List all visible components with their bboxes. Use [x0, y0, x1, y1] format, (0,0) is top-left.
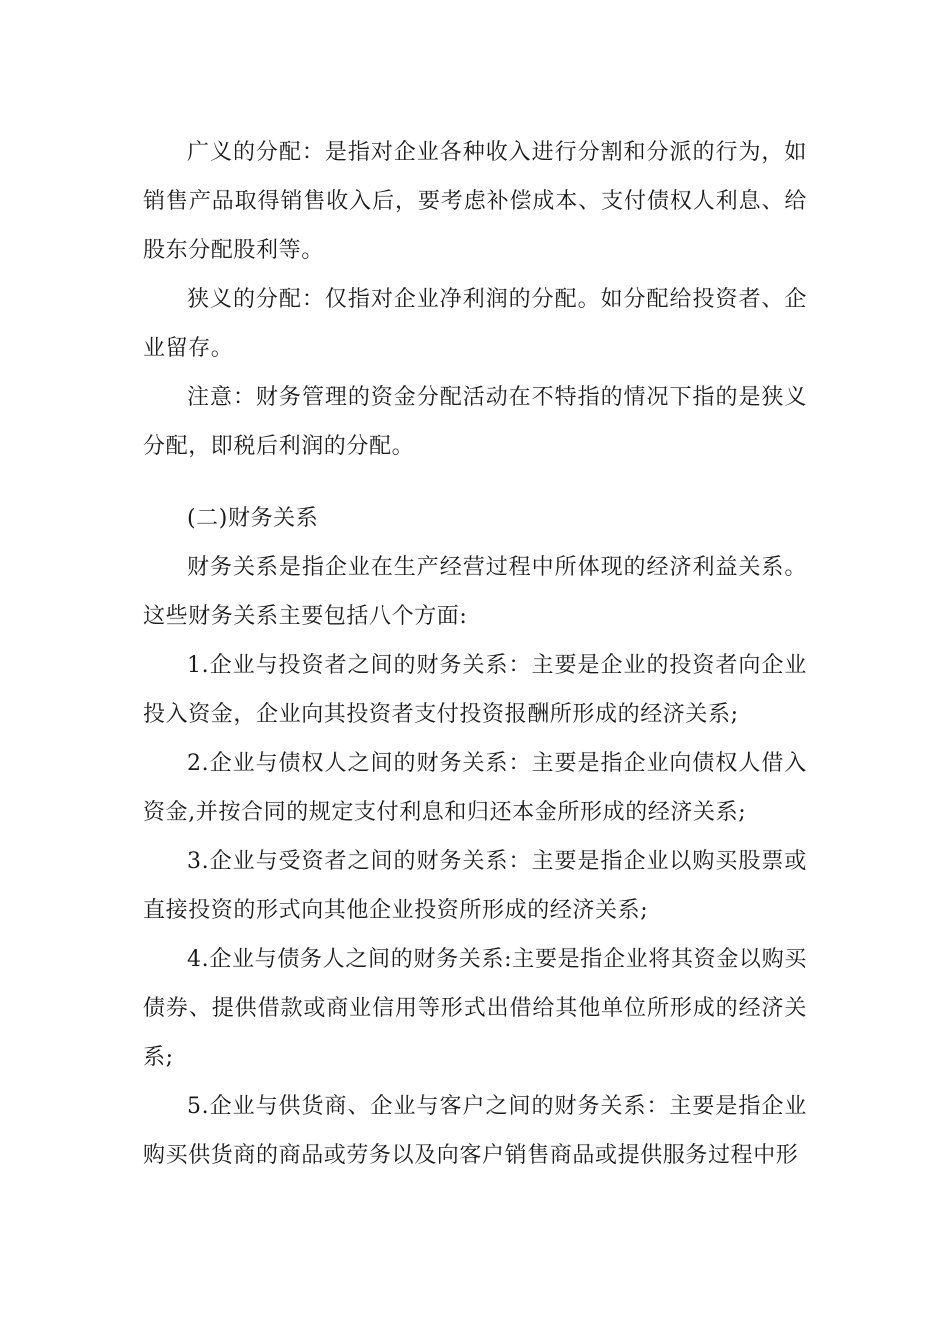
paragraph-note: 注意：财务管理的资金分配活动在不特指的情况下指的是狭义分配，即税后利润的分配。: [143, 385, 807, 459]
list-item-suppliers-customers: 5.企业与供货商、企业与客户之间的财务关系：主要是指企业购买供货商的商品或劳务以及向客户销售商品或提供服务过程中形: [143, 1094, 807, 1168]
list-item-debtors: 4.企业与债务人之间的财务关系:主要是指企业将其资金以购买债券、提供借款或商业信用等形式出借给其他单位所形成的经济关系;: [143, 947, 807, 1070]
paragraph-financial-relations-intro: 财务关系是指企业在生产经营过程中所体现的经济利益关系。这些财务关系主要包括八个方面:: [143, 555, 807, 629]
section-heading: (二)财务关系: [187, 506, 319, 531]
list-item-investees: 3.企业与受资者之间的财务关系：主要是指企业以购买股票或直接投资的形式向其他企业投资所形成的经济关系;: [143, 849, 807, 923]
paragraph-broad-distribution: 广义的分配：是指对企业各种收入进行分割和分派的行为，如销售产品取得销售收入后，要考虑补偿成本、支付债权人利息、给股东分配股利等。: [143, 140, 807, 263]
list-item-investors: 1.企业与投资者之间的财务关系：主要是企业的投资者向企业投入资金，企业向其投资者支付投资报酬所形成的经济关系;: [143, 653, 807, 727]
document-body: [143, 128, 807, 1180]
list-item-creditors: 2.企业与债权人之间的财务关系：主要是指企业向债权人借入资金,并按合同的规定支付利息和归还本金所形成的经济关系;: [143, 751, 807, 825]
paragraph-narrow-distribution: 狭义的分配：仅指对企业净利润的分配。如分配给投资者、企业留存。: [143, 287, 807, 361]
